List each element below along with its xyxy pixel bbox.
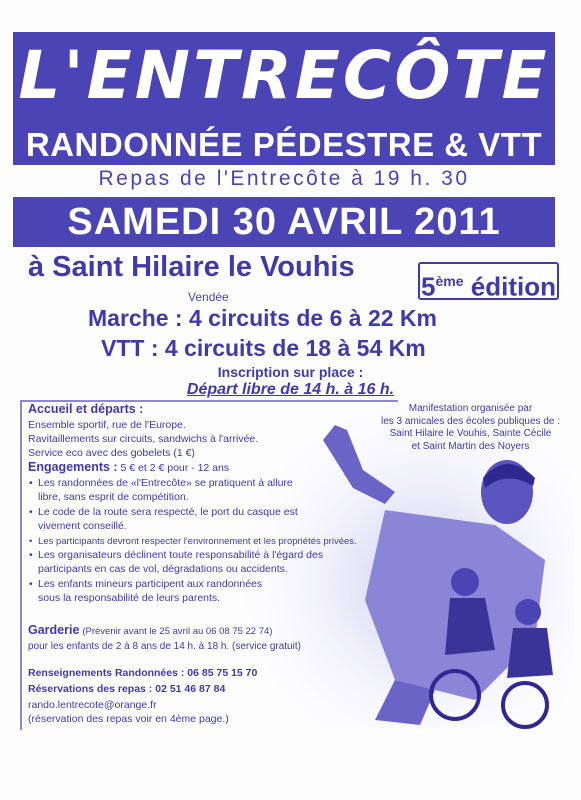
engagements-heading: Engagements : [28, 460, 118, 474]
edition-number: 5 [421, 271, 436, 302]
engagements-row [28, 461, 229, 475]
engagement-bullet: • Les enfants mineurs participent aux randonnées [38, 578, 262, 591]
edition-suffix: ème [435, 273, 464, 289]
title-banner [13, 32, 555, 165]
walking-circuits: Marche : 4 circuits de 6 à 22 Km [88, 305, 437, 331]
engagement-bullet: • Le code de la route sera respecté, le port du casque est [38, 506, 298, 519]
engagement-line: libre, sans esprit de compétition. [38, 491, 189, 503]
garderie-note: (Prévenir avant le 25 avril au 06 08 75 22 74) [82, 626, 273, 637]
organizers-note [368, 403, 573, 453]
engagement-bullet: • Les randonnées de «l'Entrecôte» se pratiquent à allure [38, 477, 293, 490]
accueil-line: Service eco avec des gobelets (1 €) [28, 447, 195, 459]
contact-randonnees: Renseignements Randonnées : 06 85 75 15 70 [28, 667, 258, 679]
engagement-bullet: • Les organisateurs déclinent toute responsabilité à l'égard des [38, 549, 323, 562]
accueil-heading: Accueil et départs : [28, 402, 144, 416]
registration-label: Inscription sur place : [217, 364, 364, 380]
department: Vendée [188, 290, 229, 304]
garderie-heading: Garderie [28, 623, 80, 637]
engagement-line: sous la responsabilité de leurs parents. [38, 592, 221, 604]
organizers-line: les 3 amicales des écoles publiques de : [381, 415, 560, 427]
organizers-line: et Saint Martin des Noyers [411, 440, 530, 452]
dinner-time: Repas de l'Entrecôte à 19 h. 30 [98, 167, 470, 190]
contact-note: (réservation des repas voir en 4ème page.) [28, 713, 229, 725]
start-times: Départ libre de 14 h. à 16 h. [186, 381, 395, 398]
contact-repas: Réservations des repas : 02 51 46 87 84 [28, 683, 226, 695]
date-banner [13, 197, 555, 247]
event-date: SAMEDI 30 AVRIL 2011 [67, 201, 501, 243]
event-title: L'ENTRECÔTE [18, 37, 550, 114]
event-subtitle: RANDONNÉE PÉDESTRE & VTT [25, 126, 543, 163]
engagement-line: participants en cas de vol, dégradations ou accidents. [38, 563, 288, 575]
organizers-line: Saint Hilaire le Vouhis, Sainte Cécile [389, 428, 552, 439]
contact-email[interactable]: rando.lentrecote@orange.fr [28, 699, 157, 711]
edition-badge [418, 262, 559, 300]
accueil-line: Ensemble sportif, rue de l'Europe. [28, 419, 186, 431]
accueil-line: Ravitaillements sur circuits, sandwichs à l'arrivée. [28, 433, 259, 445]
mtb-circuits: VTT : 4 circuits de 18 à 54 Km [101, 335, 426, 361]
engagement-bullet: • Les participants devront respecter l'environnement et les propriétés privées. [38, 535, 357, 548]
engagements-detail: 5 € et 2 € pour - 12 ans [120, 462, 230, 474]
garderie-row [28, 624, 272, 638]
engagement-line: vivement conseillé. [38, 520, 127, 532]
edition-word: édition [470, 271, 556, 302]
event-location: à Saint Hilaire le Vouhis [28, 251, 355, 283]
organizers-line: Manifestation organisée par [408, 403, 533, 414]
garderie-detail: pour les enfants de 2 à 8 ans de 14 h. à 18 h. (service gratuit) [28, 641, 301, 652]
